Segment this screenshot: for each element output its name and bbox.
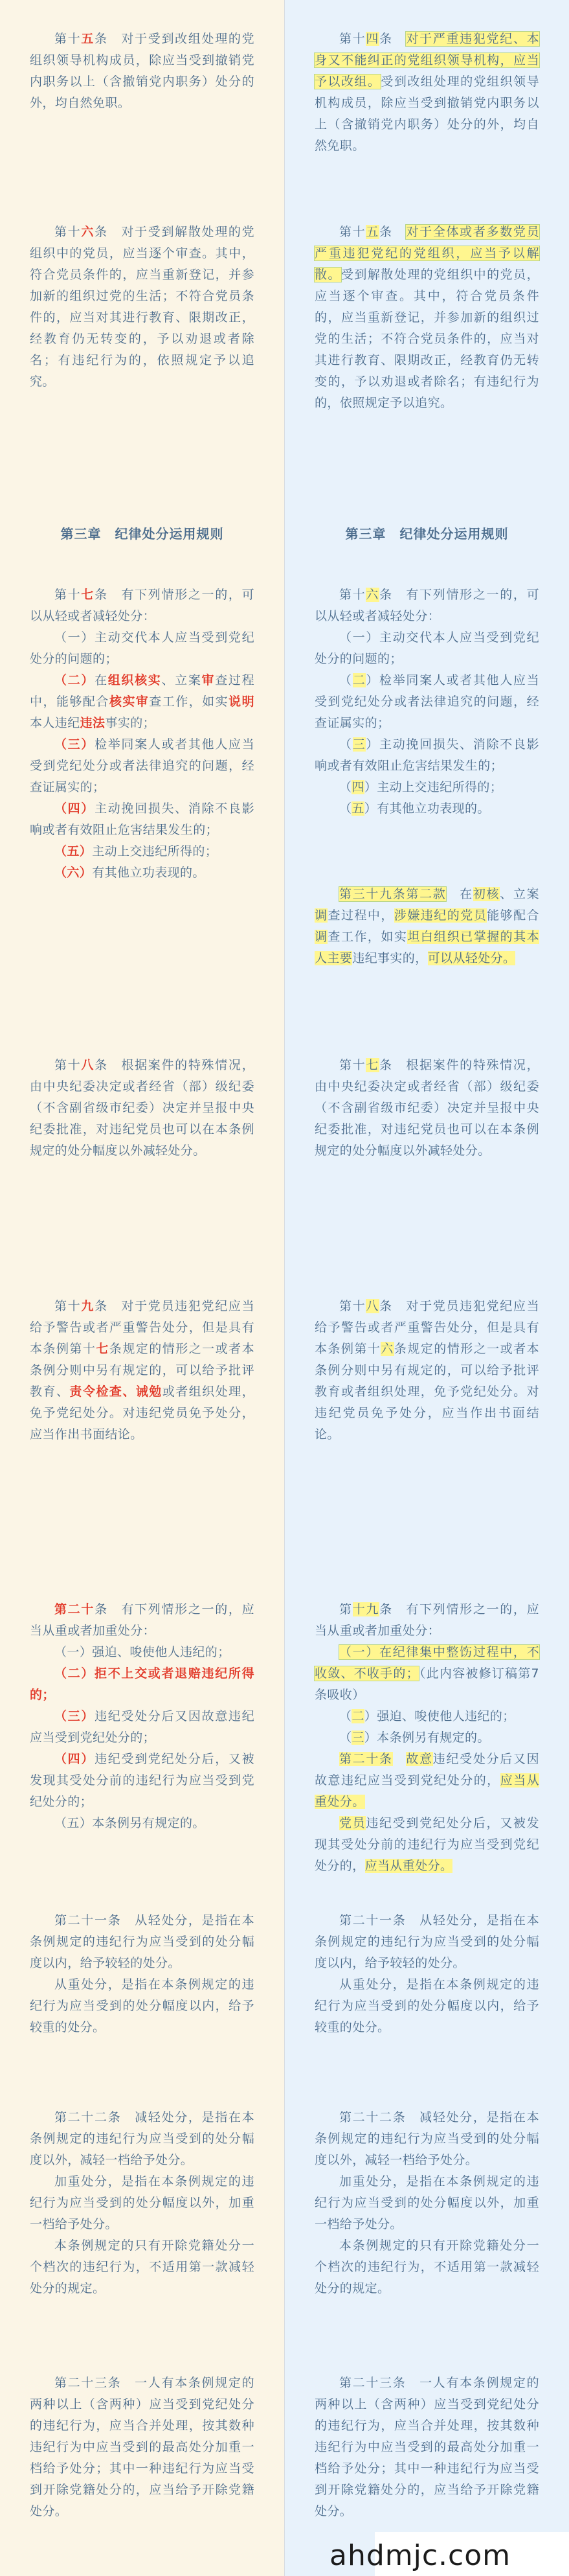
changed-text: 组织核实 (107, 673, 162, 687)
right-article-16-item-4 (315, 777, 539, 798)
text-run: 条 根据案件的特殊情况，由中央纪委决定或者经省（部）级纪委（不含副省级市纪委）决定并呈报中央纪委批准，对违纪党员也可以在本条例规定的处分幅度以外减轻处分。 (315, 1058, 539, 1158)
left-article-22 (30, 2107, 254, 2299)
old-version-column (0, 0, 284, 2576)
text-run: （ (339, 673, 353, 687)
left-article-20-item-5 (30, 1813, 254, 1834)
highlighted-text: 三 (351, 1731, 364, 1745)
changed-text: 七 (81, 588, 95, 602)
highlighted-text: 可以从轻处分。 (427, 951, 516, 965)
text-run: （ (339, 780, 352, 794)
right-article-19 (315, 1599, 539, 1877)
text-run: 第十 (54, 588, 82, 602)
text-run: 条 有下列情形之一的，可以从轻或者减轻处分： (315, 588, 539, 623)
text-run: （ (339, 1731, 352, 1745)
highlighted-text: 七 (366, 1058, 380, 1072)
left-article-19 (30, 1296, 254, 1445)
right-article-19-item-2 (315, 1706, 539, 1727)
right-article-22-para-2 (315, 2171, 539, 2235)
text-run: 第十 (54, 1058, 82, 1072)
highlighted-text: 坦白组织已掌握的其本人主要 (315, 930, 539, 965)
right-article-16-item-1 (315, 627, 539, 670)
left-article-17-intro (30, 584, 254, 627)
highlighted-text: 第二十条 (339, 1752, 393, 1766)
text-run: 违纪受到党纪处分后，又被发现其受处分前的违纪行为应当受到党纪处分的； (30, 1752, 254, 1809)
new-version-column (285, 0, 569, 2576)
right-article-18 (315, 1296, 539, 1445)
highlighted-text: 三 (352, 737, 366, 752)
right-article-21-para-2 (315, 1974, 539, 2038)
left-article-21-para-2 (30, 1974, 254, 2038)
text-run: 第 (339, 1602, 353, 1616)
right-article-19-item-1 (315, 1642, 539, 1706)
highlighted-text: 应当从重处分。 (364, 1859, 453, 1873)
text-run: 条 (379, 225, 407, 239)
highlighted-text: 五 (351, 801, 364, 816)
right-article-14 (315, 29, 539, 157)
left-article-18-text (30, 1055, 254, 1162)
right-article-17-text (315, 1055, 539, 1162)
right-article-16-item-5 (315, 798, 539, 820)
left-article-20 (30, 1599, 254, 1834)
text-run: 查过程中，能够配合 (30, 673, 255, 709)
highlighted-text: 二 (352, 673, 366, 687)
highlighted-text: 六 (381, 1342, 394, 1356)
text-run: 查工作，如实 (149, 695, 229, 709)
left-article-22-para-2 (30, 2171, 254, 2235)
text-run: 第二十一条 从轻处分，是指在本条例规定的违纪行为应当受到的处分幅度以内，给予较轻的处分。 (30, 1913, 254, 1970)
text-run: 、立案 (161, 673, 202, 687)
left-article-17-item-4 (30, 798, 254, 841)
left-article-17-item-6 (30, 862, 254, 884)
right-article-16 (315, 584, 539, 820)
highlighted-text: 调 (315, 930, 328, 944)
left-article-16-text (30, 222, 254, 393)
left-article-22-para-1 (30, 2107, 254, 2171)
text-run: 条 对于受到改组处理的党组织领导机构成员，除应当受到撤销党内职务以上（含撤销党内职务）处分的外，均自然免职。 (30, 32, 254, 110)
left-article-17-item-5 (30, 841, 254, 862)
left-article-20-item-3 (30, 1706, 254, 1749)
text-run: ）本条例另有规定的。 (364, 1731, 490, 1745)
right-article-39-para-2 (315, 884, 539, 969)
left-article-15-text (30, 29, 254, 114)
changed-text: 责令检查、诫勉 (69, 1385, 162, 1399)
left-article-17-item-1 (30, 627, 254, 670)
right-article-39-text (315, 884, 539, 969)
left-article-17-item-3 (30, 734, 254, 798)
text-run: 条 根据案件的特殊情况，由中央纪委决定或者经省（部）级纪委（不含副省级市纪委）决定并呈报中央纪委批准，对违纪党员也可以在本条例规定的处分幅度以外减轻处分。 (30, 1058, 254, 1158)
right-article-20-para-2 (315, 1813, 539, 1877)
highlighted-text: 八 (366, 1299, 380, 1313)
text-run: 第十 (54, 32, 82, 46)
highlighted-text: 十九 (352, 1602, 380, 1616)
highlighted-text: 对于全体或者多数党员严重违犯党纪的党组织，应当予以解散。 (315, 225, 539, 282)
text-run: 第十 (339, 1058, 366, 1072)
changed-text: 八 (81, 1058, 95, 1072)
right-chapter-3 (315, 523, 539, 545)
text-run: 条 对于党员违犯党纪应当给予警告或者严重警告处分，但是具有本条例第十 (30, 1299, 254, 1356)
text-run: 第十 (339, 588, 366, 602)
changed-text: 核实审 (109, 695, 150, 709)
watermark-area (329, 2532, 569, 2576)
changed-text: （六） (54, 866, 93, 880)
right-article-17 (315, 1055, 539, 1162)
highlighted-text: 第三十九条第二款 (339, 887, 447, 901)
text-run: 或者组织处理，免予党纪处分。对违纪党员免予处分，应当作出书面结论。 (30, 1385, 254, 1442)
text-run: 主动上交违纪所得的； (92, 844, 218, 858)
right-chapter-title: 第三章 纪律处分运用规则 (345, 526, 509, 542)
text-run: 从重处分，是指在本条例规定的违纪行为应当受到的处分幅度以内，给予较重的处分。 (315, 1977, 539, 2034)
right-article-15 (315, 222, 539, 414)
text-run: 加重处分，是指在本条例规定的违纪行为应当受到的处分幅度以外，加重一档给予处分。 (315, 2174, 539, 2231)
text-run: ）检举同案人或者其他人应当受到党纪处分或者法律追究的问题，经查证属实的； (315, 673, 539, 730)
highlighted-text: （一）在纪律集中整饬过程中，不收敛、不收手的； (315, 1645, 539, 1681)
right-article-21 (315, 1910, 539, 2038)
right-article-14-text (315, 29, 539, 157)
text-run: 违纪受处分后又因故意违纪应当受到党纪处分的； (30, 1709, 254, 1745)
text-run: 违纪受到党纪处分后，又被发现其受处分前的违纪行为应当受到党纪处分的， (315, 1816, 539, 1873)
left-article-22-para-3 (30, 2235, 254, 2299)
text-run: 本条例规定的只有开除党籍处分一个档次的违纪行为，不适用第一款减轻处分的规定。 (315, 2238, 539, 2295)
right-article-22 (315, 2107, 539, 2299)
left-article-20-item-1 (30, 1642, 254, 1663)
left-article-17-item-2 (30, 670, 254, 734)
left-article-17 (30, 584, 254, 884)
text-run: 第二十二条 减轻处分，是指在本条例规定的违纪行为应当受到的处分幅度以外，减轻一档给予处分。 (315, 2110, 539, 2167)
text-run: 、立案 (500, 887, 539, 901)
text-run: 条 有下列情形之一的，应当从重或者加重处分： (315, 1602, 539, 1638)
highlighted-text: 初核 (473, 887, 500, 901)
changed-text: 违法 (80, 716, 106, 730)
right-article-18-text (315, 1296, 539, 1445)
highlighted-text: 故意 (406, 1752, 433, 1766)
text-run: 第十 (54, 225, 82, 239)
changed-text: （二） (54, 673, 95, 687)
changed-text: 九 (81, 1299, 95, 1313)
highlighted-text: 六 (366, 588, 380, 602)
right-article-16-item-2 (315, 670, 539, 734)
highlighted-text: 应当从重处分。 (315, 1773, 539, 1809)
text-run: 查工作，如实 (328, 930, 408, 944)
text-run: 本人违纪 (30, 716, 80, 730)
right-article-19-intro (315, 1599, 539, 1642)
text-run: （ (339, 801, 352, 816)
text-run: 第二十三条 一人有本条例规定的两种以上（含两种）应当受到党纪处分的违纪行为，应当合并处理，按其数种违纪行为中应当受到的最高处分加重一档给予处分；其中一种违纪行为应当受到开除党籍处分的，应当给予开除党籍处分。 (30, 2376, 254, 2518)
highlighted-text: 对于严重违犯党纪、本身又不能纠正的党组织领导机构，应当予以改组。 (315, 32, 539, 89)
right-article-22-para-1 (315, 2107, 539, 2171)
highlighted-text: 四 (351, 780, 364, 794)
text-run: （ (339, 737, 353, 752)
text-run: 事实的； (105, 716, 156, 730)
left-article-16 (30, 222, 254, 393)
right-article-22-para-3 (315, 2235, 539, 2299)
right-article-16-intro (315, 584, 539, 627)
text-run: 条 有下列情形之一的，应当从重或者加重处分： (30, 1602, 254, 1638)
changed-text: （四） (54, 1752, 95, 1766)
highlighted-text: 四 (366, 32, 380, 46)
text-run: 在 (446, 887, 473, 901)
text-run: 违纪事实的， (352, 951, 428, 965)
text-run: 第二十三条 一人有本条例规定的两种以上（含两种）应当受到党纪处分的违纪行为，应当合并处理，按其数种违纪行为中应当受到的最高处分加重一档给予处分；其中一种违纪行为应当受到开除党籍处分的，应当给予开除党籍处分。 (315, 2376, 539, 2518)
text-run: 条规定的情形之一或者本条例分则中另有规定的，可以给予批评教育或者组织处理，免予党纪处分。对违纪党员免予处分，应当作出书面结论。 (315, 1342, 539, 1442)
text-run: 条规定的情形之一或者本条例分则中另有规定的，可以给予批评教育、 (30, 1342, 254, 1399)
text-run: （一）主动交代本人应当受到党纪处分的问题的； (30, 630, 254, 666)
changed-text: （三） (54, 1709, 95, 1723)
text-run: 条 (379, 32, 407, 46)
right-article-20-para-1 (315, 1749, 539, 1813)
changed-text: 六 (81, 225, 95, 239)
text-run: 第二十二条 减轻处分，是指在本条例规定的违纪行为应当受到的处分幅度以外，减轻一档给予处分。 (30, 2110, 254, 2167)
text-run: 在 (95, 673, 108, 687)
text-run: 加重处分，是指在本条例规定的违纪行为应当受到的处分幅度以外，加重一档给予处分。 (30, 2174, 254, 2231)
text-run: ）强迫、唆使他人违纪的； (364, 1709, 515, 1723)
changed-text: （四） (54, 801, 95, 816)
left-article-21 (30, 1910, 254, 2038)
text-run: ）主动挽回损失、消除不良影响或者有效阻止危害结果发生的； (315, 737, 539, 773)
right-article-23 (315, 2373, 539, 2522)
text-run: 检举同案人或者其他人应当受到党纪处分或者法律追究的问题，经查证属实的； (30, 737, 254, 794)
highlighted-text: 调 (315, 908, 328, 923)
left-article-20-item-4 (30, 1749, 254, 1813)
changed-text: 七 (96, 1342, 109, 1356)
highlighted-text: 五 (366, 225, 380, 239)
changed-text: （三） (54, 737, 95, 752)
text-run: （一）主动交代本人应当受到党纪处分的问题的； (315, 630, 539, 666)
text-run: 查过程中， (328, 908, 394, 923)
text-run: 受到改组处理的党组织领导机构成员，除应当受到撤销党内职务以上（含撤销党内职务）处分的外，均自然免职。 (315, 75, 539, 153)
right-article-16-item-3 (315, 734, 539, 777)
right-article-15-text (315, 222, 539, 414)
changed-text: 审 (201, 673, 216, 687)
text-run: 条 对于受到解散处理的党组织中的党员，应当逐个审查。其中，符合党员条件的，应当重新登记，并参加新的组织过党的生活；不符合党员条件的，应当对其进行教育、限期改正，经教育仍无转变的，予以劝退或者除名；有违纪行为的，依照规定予以追究。 (30, 225, 254, 389)
text-run: ）有其他立功表现的。 (364, 801, 490, 816)
text-run: （一）强迫、唆使他人违纪的； (54, 1645, 230, 1659)
text-run: 从重处分，是指在本条例规定的违纪行为应当受到的处分幅度以内，给予较重的处分。 (30, 1977, 254, 2034)
left-article-23-text (30, 2373, 254, 2522)
text-run: 第十 (339, 225, 366, 239)
right-article-23-text (315, 2373, 539, 2522)
text-run: 违纪受处分后又因故意违纪应当受到党纪处分的， (315, 1752, 539, 1788)
left-article-23 (30, 2373, 254, 2522)
left-chapter-3 (30, 523, 254, 545)
text-run: 第二十一条 从轻处分，是指在本条例规定的违纪行为应当受到的处分幅度以内，给予较轻的处分。 (315, 1913, 539, 1970)
left-article-21-para-1 (30, 1910, 254, 1974)
text-run: 本条例规定的只有开除党籍处分一个档次的违纪行为，不适用第一款减轻处分的规定。 (30, 2238, 254, 2295)
right-article-21-para-1 (315, 1910, 539, 1974)
text-run (393, 1752, 407, 1766)
text-run: 条 对于党员违犯党纪应当给予警告或者严重警告处分，但是具有本条例第十 (315, 1299, 539, 1356)
left-article-20-item-2 (30, 1663, 254, 1706)
changed-text: 说明 (229, 695, 254, 709)
highlighted-text: 二 (351, 1709, 364, 1723)
changed-text: 第二十 (54, 1602, 95, 1616)
highlighted-text: 党员 (339, 1816, 366, 1830)
text-run: （五）本条例另有规定的。 (54, 1816, 205, 1830)
left-article-20-intro (30, 1599, 254, 1642)
text-run: 有其他立功表现的。 (92, 866, 205, 880)
text-run: 第十 (339, 1299, 366, 1313)
text-run: 第十 (54, 1299, 82, 1313)
text-run: 第十 (339, 32, 366, 46)
changed-text: （二）拒不上交或者退赔违纪所得的； (30, 1666, 254, 1702)
highlighted-text: 涉嫌违纪的党员 (394, 908, 487, 923)
text-run: 能够配合 (487, 908, 539, 923)
right-article-19-item-3 (315, 1727, 539, 1749)
text-run: （此内容被修订稿第7条吸收） (315, 1666, 540, 1702)
changed-text: （五） (54, 844, 93, 858)
left-article-19-text (30, 1296, 254, 1445)
watermark-text: ahdmjc.com (329, 2539, 511, 2572)
changed-text: 五 (81, 32, 95, 46)
left-article-15 (30, 29, 254, 114)
text-run: ）主动上交违纪所得的； (364, 780, 503, 794)
left-article-18 (30, 1055, 254, 1162)
text-run: （ (339, 1709, 352, 1723)
left-chapter-title: 第三章 纪律处分运用规则 (60, 526, 224, 542)
text-run: 主动挽回损失、消除不良影响或者有效阻止危害结果发生的； (30, 801, 254, 837)
text-run: 条 有下列情形之一的，可以从轻或者减轻处分： (30, 588, 254, 623)
text-run: 受到解散处理的党组织中的党员，应当逐个审查。其中，符合党员条件的，应当重新登记，并参加新的组织过党的生活；不符合党员条件的，应当对其进行教育、限期改正，经教育仍无转变的，予以劝退或者除名；有违纪行为的，依照规定予以追究。 (315, 268, 539, 410)
